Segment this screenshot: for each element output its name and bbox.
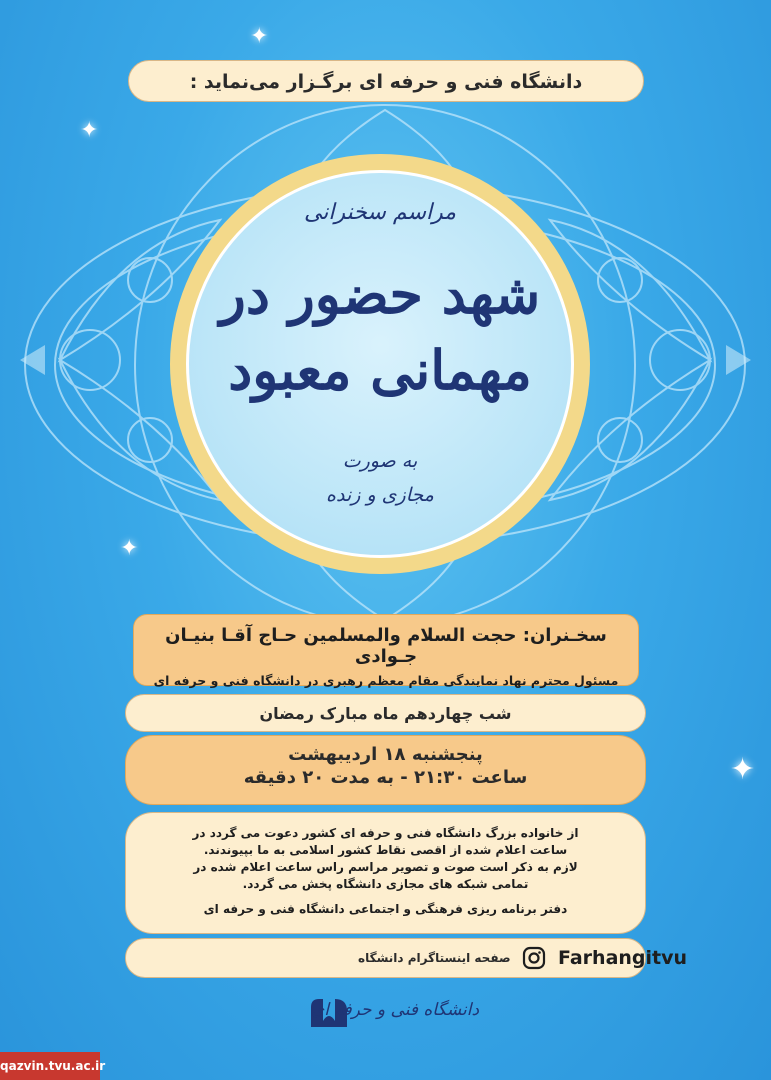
speaker-banner [133,614,639,686]
event-mode-line2: مجازی و زنده [326,484,434,506]
sparkle-icon: ✦ [250,24,269,49]
schedule-banner [125,735,646,805]
university-logo-text: دانشگاه فنی و حرفه ای [310,1000,480,1020]
instagram-icon[interactable] [522,946,546,970]
sparkle-icon: ✦ [80,118,99,143]
occasion-banner [125,694,646,732]
info-signature: دفتر برنامه ریزی فرهنگی و اجتماعی دانشگاه فنی و حرفه ای [203,902,568,916]
event-date: پنجشنبه ۱۸ اردیبهشت [288,744,483,765]
speaker-name: سخـنران: حجت السلام والمسلمین حـاج آقـا بنیـان جـوادی [165,625,607,667]
event-subtitle: مراسم سخنرانی [303,200,457,225]
instagram-banner[interactable] [125,938,688,978]
sparkle-icon: ✦ [730,752,756,787]
instagram-label: صفحه اینستاگرام دانشگاه [358,951,511,965]
event-mode-line1: به صورت [342,450,418,472]
info-line: تمامی شبکه های مجازی دانشگاه پخش می گردد. [242,877,529,891]
event-title-line2: مهمانی معبود [228,338,532,402]
organizer-text: دانشگاه فنی و حرفه ای برگـزار می‌نماید : [189,71,583,93]
organizer-banner [128,60,644,102]
sparkle-icon: ✦ [120,536,139,561]
info-line: از خانواده بزرگ دانشگاه فنی و حرفه ای کشور دعوت می گردد در [192,826,579,840]
info-line: لازم به ذکر است صوت و تصویر مراسم راس ساعت اعلام شده در [193,860,578,874]
event-time: ساعت ۲۱:۳۰ - به مدت ۲۰ دقیقه [243,767,528,788]
site-badge[interactable]: qazvin.tvu.ac.ir [0,1052,100,1080]
speaker-role: مسئول محترم نهاد نمایندگی مقام معظم رهبری در دانشگاه فنی و حرفه ای [153,673,619,688]
instagram-handle[interactable]: Farhangitvu [558,947,688,969]
info-box [125,812,646,934]
event-title-line1: شهد حضور در [219,262,541,326]
info-line: ساعت اعلام شده از اقصی نقاط کشور اسلامی به ما بپیوندند. [203,843,568,857]
occasion-text: شب چهاردهم ماه مبارک رمضان [259,704,512,723]
